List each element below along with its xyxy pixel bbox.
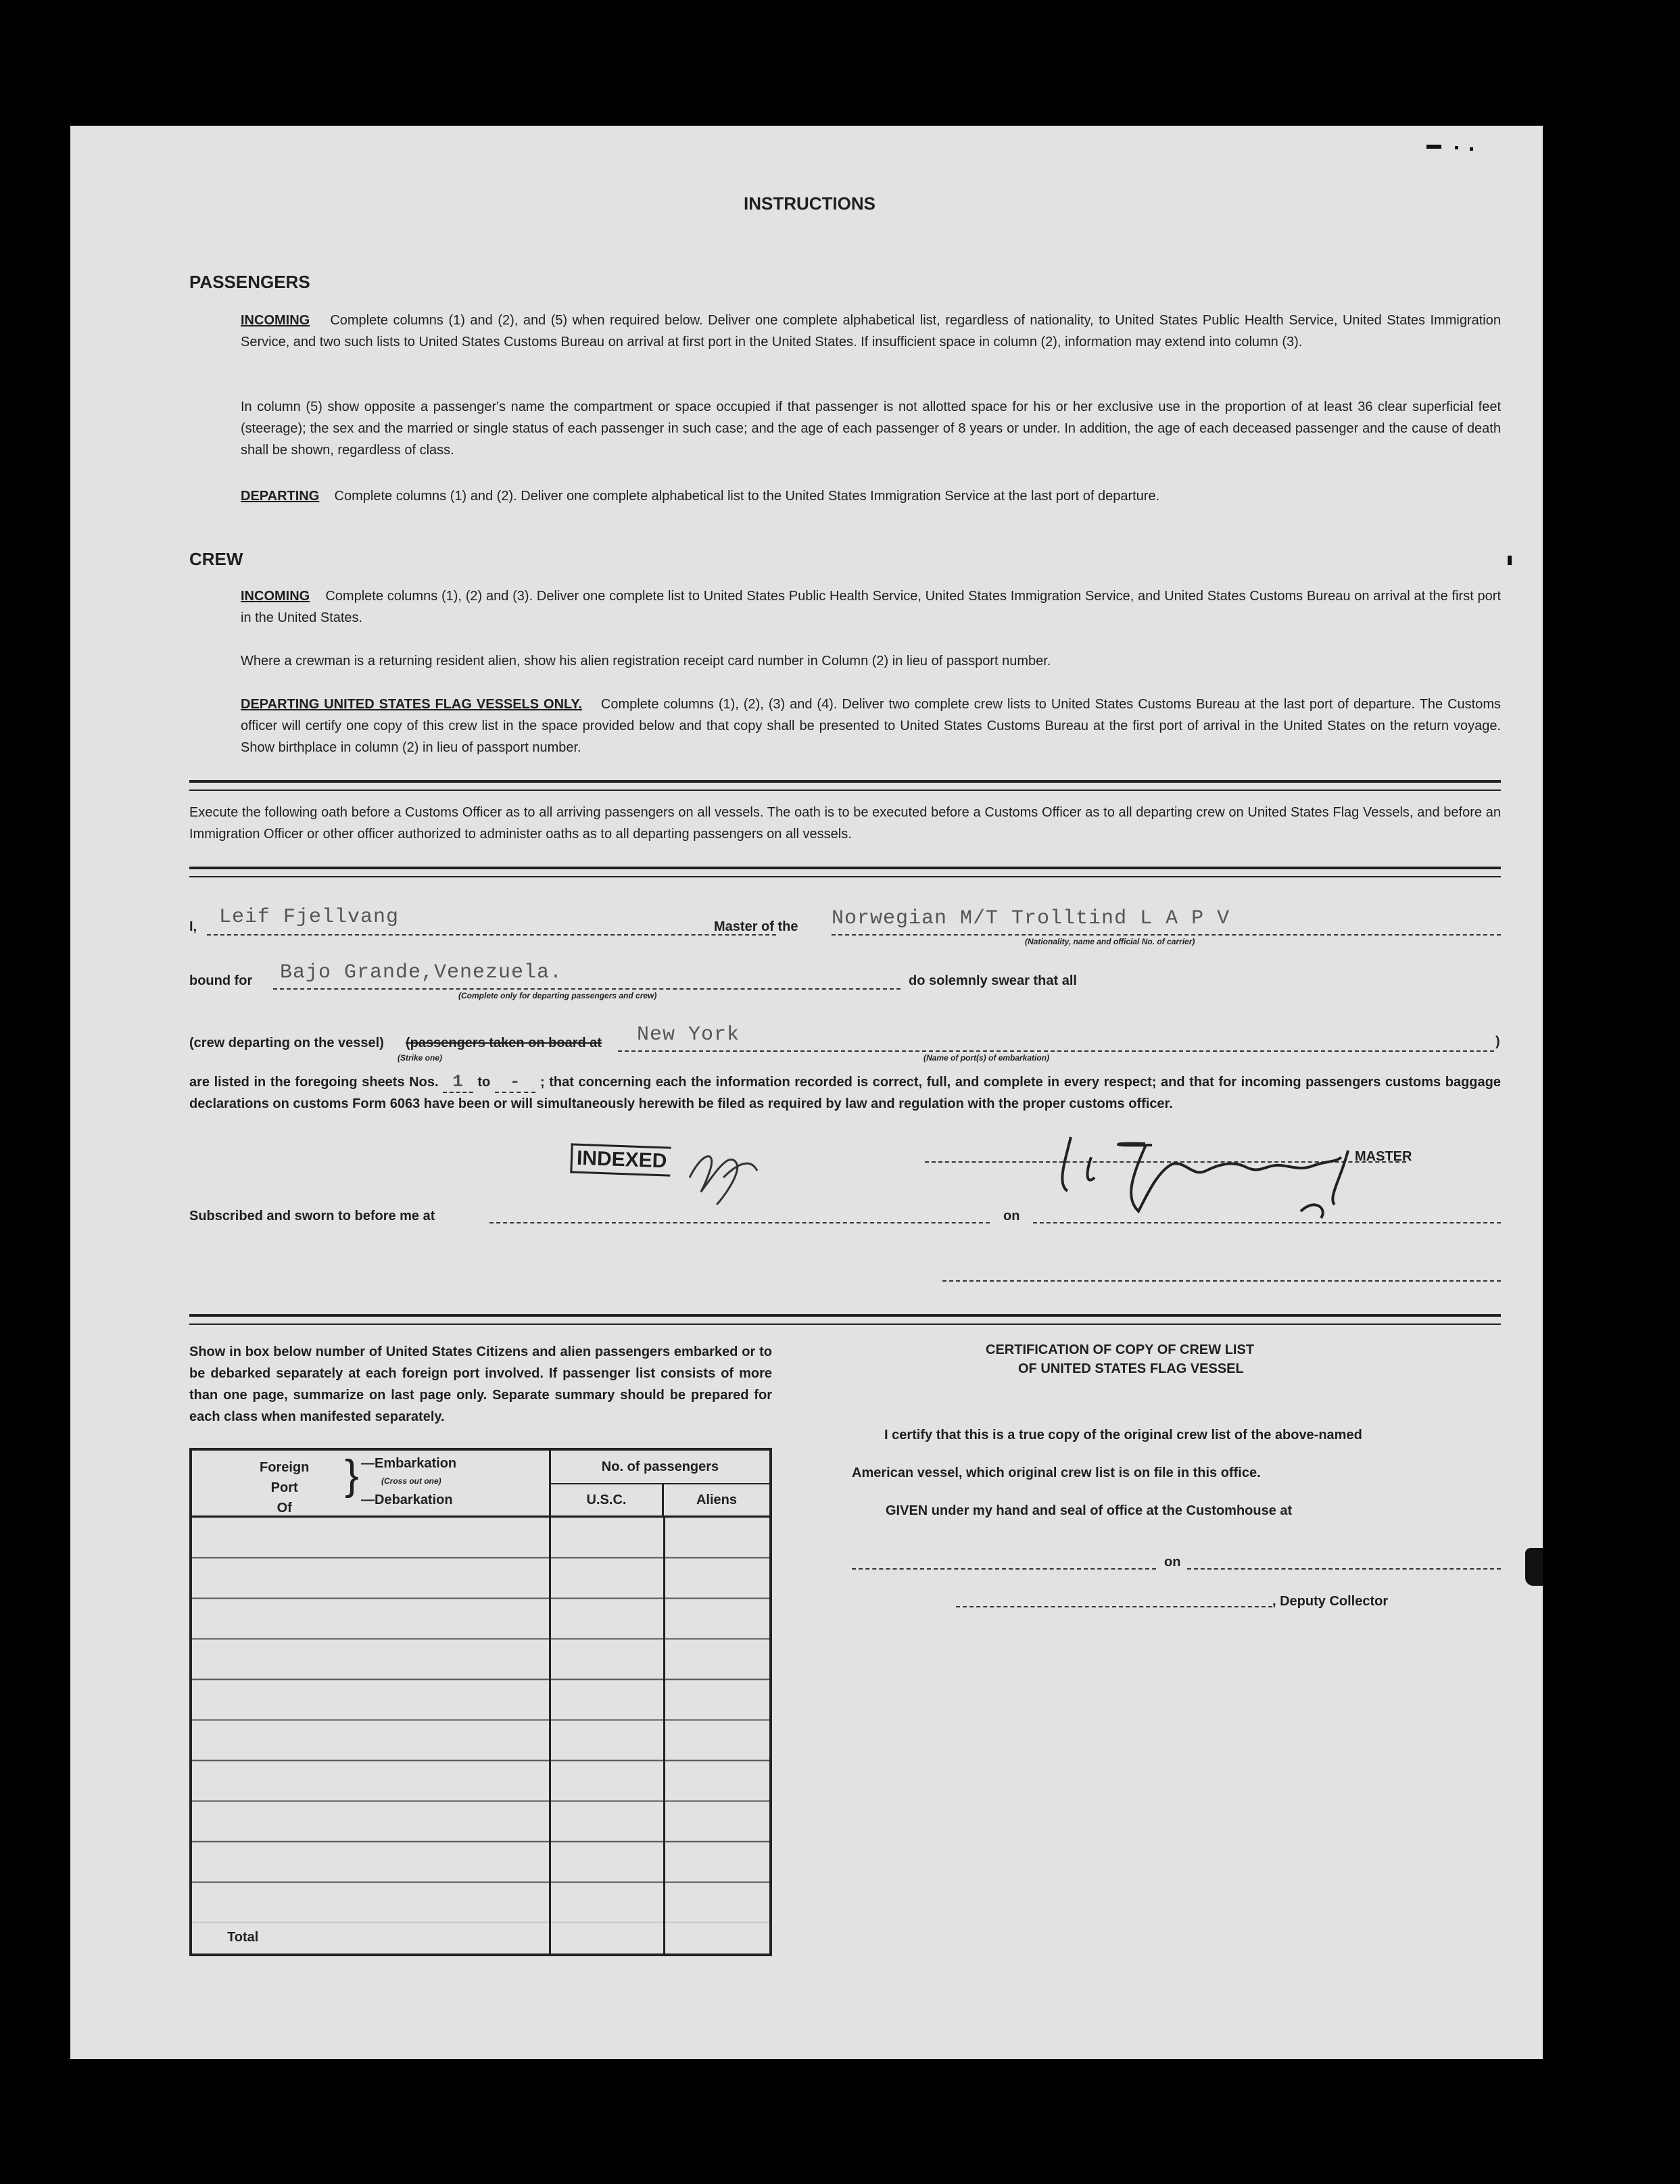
master-name-line (207, 934, 776, 936)
crew-incoming-text: Complete columns (1), (2) and (3). Deliver one complete list to United States Public Health Service, United States Immigration Service, and United States Customs Bureau on arrival at the first port in the United States. (241, 589, 1502, 625)
aliens-rows (665, 1517, 771, 1922)
swear-text: do solemnly swear that all (909, 973, 1077, 988)
passengers-incoming-label: INCOMING (241, 313, 310, 328)
crew-resident-paragraph: Where a crewman is a returning resident alien, show his alien registration receipt card number in Column (2) in lieu of passport number. (241, 654, 1051, 669)
aliens-label: Aliens (696, 1493, 738, 1507)
vessel-field: Norwegian M/T Trolltind L A P V (832, 907, 1230, 930)
cross-out-caption: (Cross out one) (381, 1476, 441, 1486)
certification-line3: GIVEN under my hand and seal of office at the Customhouse at (886, 1503, 1293, 1518)
section-divider (189, 1314, 1501, 1325)
port-field: New York (637, 1023, 740, 1046)
summary-note: Show in box below number of United States Citizens and alien passengers embarked or to be debarked separately at each foreign port involved. If passenger list consists of more than one page, summarize on last page only. Separate summary should be prepared for each class when manifested separately. (189, 1344, 772, 1424)
destination-caption: (Complete only for departing passengers and crew) (458, 991, 657, 1000)
crew-departing-label: DEPARTING UNITED STATES FLAG VESSELS ONLY. (241, 697, 583, 712)
bound-for-label: bound for (189, 973, 253, 988)
certification-line2: American vessel, which original crew list is on file in this office. (852, 1465, 1261, 1480)
sworn-on-label: on (1003, 1209, 1020, 1223)
page-title: INSTRUCTIONS (744, 193, 875, 214)
master-of-label: Master of the (714, 919, 798, 934)
brace-glyph: } (345, 1452, 359, 1499)
crew-departing-paragraph (241, 694, 1501, 758)
passengers-departing-label: DEPARTING (241, 489, 320, 504)
close-paren: ) (1495, 1034, 1500, 1049)
officer-signature-line (942, 1280, 1501, 1282)
port-header-cell (191, 1449, 550, 1517)
no-of-passengers-label: No. of passengers (551, 1451, 769, 1484)
deputy-collector-label: , Deputy Collector (1272, 1594, 1389, 1609)
vessel-caption: (Nationality, name and official No. of carrier) (1025, 937, 1195, 946)
crew-departing-option: (crew departing on the vessel) (189, 1036, 384, 1050)
master-signature (1030, 1123, 1436, 1225)
crew-incoming-label: INCOMING (241, 589, 310, 604)
certification-date-line (1187, 1568, 1501, 1570)
listed-text: ; that concerning each the information recorded is correct, full, and complete in every respect; and that for incoming passengers customs baggage declarations on customs Form 6063 have been or will simultaneously herewith be filed as required by law and regulation with the proper customs officer. (189, 1075, 1501, 1111)
strike-caption: (Strike one) (398, 1053, 443, 1063)
master-name-field: Leif Fjellvang (219, 906, 400, 929)
sworn-date-line (1033, 1222, 1501, 1223)
destination-field: Bajo Grande,Venezuela. (280, 961, 563, 984)
indexed-stamp: INDEXED (570, 1143, 671, 1176)
crew-heading: CREW (189, 549, 243, 569)
passengers-incoming-text: Complete columns (1) and (2), and (5) when required below. Deliver one complete alphabetical list, regardless of nationality, to United States Public Health Service, United States Immigration Service, and two such lists to United States Customs Bureau on arrival at first port in the United States. If insufficient space in column (2), information may extend into column (3). (241, 313, 1501, 349)
total-label: Total (191, 1922, 550, 1955)
initials-mark (676, 1137, 777, 1211)
destination-line (273, 988, 901, 990)
embarkation-label: —Embarkation (361, 1456, 457, 1471)
oath-intro: Execute the following oath before a Customs Officer as to all arriving passengers on all vessels. The oath is to be executed before a Customs Officer as to all departing crew on United States Flag Vessels, and before an Immigration Officer or other officer authorized to administer oaths as to all departing passengers on all vessels. (189, 805, 1501, 842)
sheet-to-field: - (495, 1071, 536, 1093)
total-aliens-cell (665, 1922, 771, 1955)
certification-on-label: on (1164, 1555, 1181, 1570)
to-label: to (477, 1075, 491, 1090)
port-line (618, 1050, 1494, 1052)
section-divider (189, 780, 1501, 791)
section-divider (189, 867, 1501, 877)
passengers-taken-option: (passengers taken on board at (406, 1036, 602, 1050)
total-usc-cell (550, 1922, 665, 1955)
port-label: Port (270, 1480, 298, 1495)
passengers-header-cell (550, 1449, 771, 1517)
certification-title-line1: CERTIFICATION OF COPY OF CREW LIST (986, 1342, 1255, 1357)
vessel-line (832, 934, 1501, 936)
passenger-summary-table (189, 1448, 772, 1956)
sheet-from-field: 1 (443, 1071, 473, 1093)
document-page (70, 126, 1543, 2059)
sworn-place-line (489, 1222, 990, 1223)
port-rows (191, 1517, 550, 1922)
usc-label: U.S.C. (551, 1484, 664, 1515)
crew-incoming-paragraph (241, 585, 1501, 629)
subscribed-label: Subscribed and sworn to before me at (189, 1209, 435, 1223)
listed-paragraph (189, 1071, 1501, 1115)
passengers-departing-text: Complete columns (1) and (2). Deliver one complete alphabetical list to the United States Immigration Service at the last port of departure. (334, 489, 1160, 504)
port-caption: (Name of port(s) of embarkation) (923, 1053, 1050, 1063)
certification-title-line2: OF UNITED STATES FLAG VESSEL (1018, 1361, 1244, 1376)
passengers-heading: PASSENGERS (189, 272, 310, 292)
customhouse-line (852, 1568, 1156, 1570)
listed-label: are listed in the foregoing sheets Nos. (189, 1075, 439, 1090)
usc-rows (550, 1517, 665, 1922)
foreign-label: Foreign (260, 1460, 310, 1475)
master-label: MASTER (1355, 1149, 1412, 1164)
of-label: Of (277, 1501, 292, 1515)
passengers-departing-paragraph (241, 485, 1501, 507)
crew-departing-text: Complete columns (1), (2), (3) and (4). Deliver two complete crew lists to United States Customs Bureau at the last port of departure. The Customs officer will certify one copy of this crew list in the space provided below and that copy shall be presented to United States Customs Bureau at the first port of arrival in the United States on the return voyage. Show birthplace in column (2) in lieu of passport number. (241, 697, 1502, 755)
column5-paragraph: In column (5) show opposite a passenger's name the compartment or space occupied if that passenger is not allotted space for his or her exclusive use in the proportion of at least 36 clear superficial feet (steerage); the sex and the married or single status of each passenger in such case; and the age of each passenger of 8 years or under. In addition, the age of each deceased passenger and the cause of death shall be shown, regardless of class. (241, 399, 1501, 458)
oath-i-label: I, (189, 919, 197, 934)
certification-line1: I certify that this is a true copy of the original crew list of the above-named (884, 1428, 1362, 1442)
passengers-incoming-paragraph (241, 310, 1501, 353)
debarkation-label: —Debarkation (361, 1493, 453, 1507)
deputy-collector-line (956, 1606, 1272, 1607)
